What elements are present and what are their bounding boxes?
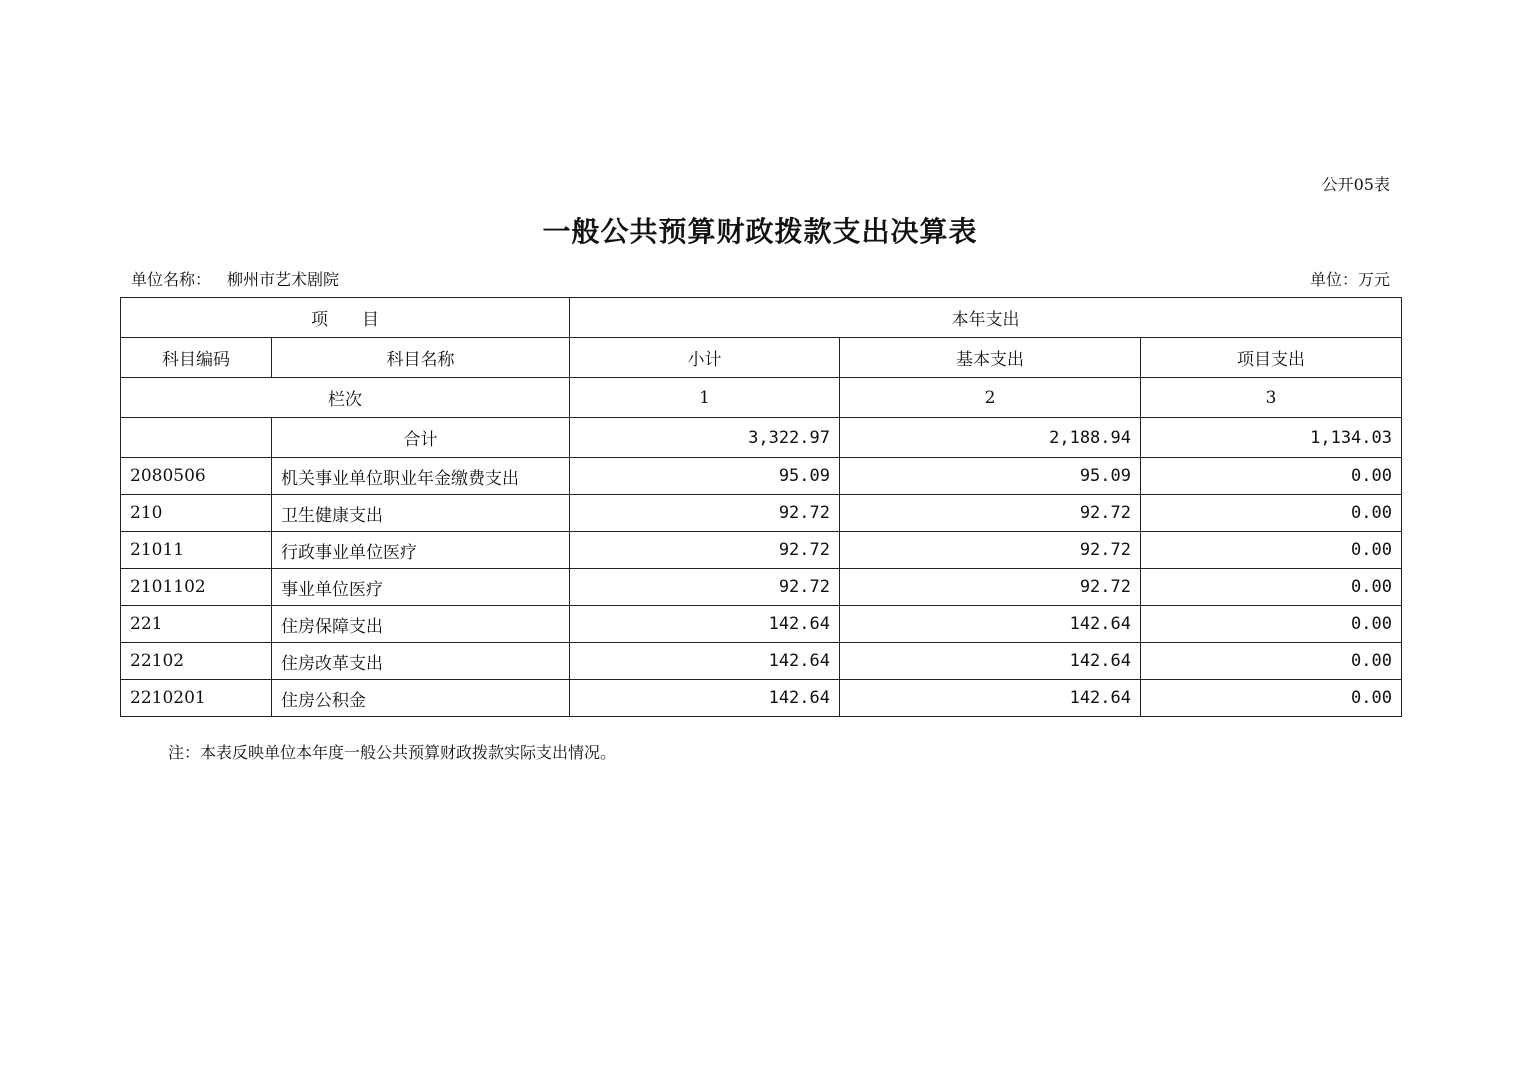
table-row xyxy=(121,495,1402,532)
row-name: 事业单位医疗 xyxy=(272,569,570,606)
table-note: 注：本表反映单位本年度一般公共预算财政拨款实际支出情况。 xyxy=(168,743,617,762)
row-project: 0.00 xyxy=(1141,495,1402,532)
unit-name-value: 柳州市艺术剧院 xyxy=(227,270,340,289)
table-row xyxy=(121,532,1402,569)
total-basic: 2,188.94 xyxy=(840,418,1141,458)
unit-name-block xyxy=(131,267,339,290)
table-row xyxy=(121,569,1402,606)
row-name: 住房改革支出 xyxy=(272,643,570,680)
row-basic: 142.64 xyxy=(840,606,1141,643)
row-name: 机关事业单位职业年金缴费支出 xyxy=(272,458,570,495)
row-code: 221 xyxy=(121,606,272,643)
row-code: 210 xyxy=(121,495,272,532)
row-basic: 92.72 xyxy=(840,532,1141,569)
row-subtotal: 142.64 xyxy=(570,606,840,643)
table-row xyxy=(121,458,1402,495)
table-row xyxy=(121,680,1402,717)
total-code xyxy=(121,418,272,458)
total-subtotal: 3,322.97 xyxy=(570,418,840,458)
row-subtotal: 95.09 xyxy=(570,458,840,495)
page-title: 一般公共预算财政拨款支出决算表 xyxy=(542,215,978,248)
row-project: 0.00 xyxy=(1141,569,1402,606)
row-name: 卫生健康支出 xyxy=(272,495,570,532)
row-basic: 95.09 xyxy=(840,458,1141,495)
header-row-1 xyxy=(121,298,1402,338)
row-subtotal: 142.64 xyxy=(570,680,840,717)
row-subtotal: 92.72 xyxy=(570,532,840,569)
row-subtotal: 92.72 xyxy=(570,495,840,532)
meta-row xyxy=(131,267,1390,289)
row-basic: 92.72 xyxy=(840,569,1141,606)
header-project: 项目支出 xyxy=(1141,338,1402,378)
row-name: 行政事业单位医疗 xyxy=(272,532,570,569)
row-basic: 142.64 xyxy=(840,680,1141,717)
unit-name-label: 单位名称： xyxy=(131,270,212,289)
column-number-1: 1 xyxy=(570,378,840,418)
row-project: 0.00 xyxy=(1141,458,1402,495)
header-current-year: 本年支出 xyxy=(570,298,1402,338)
row-basic: 92.72 xyxy=(840,495,1141,532)
header-code: 科目编码 xyxy=(121,338,272,378)
column-number-row xyxy=(121,378,1402,418)
row-subtotal: 92.72 xyxy=(570,569,840,606)
header-name: 科目名称 xyxy=(272,338,570,378)
row-code: 22102 xyxy=(121,643,272,680)
header-subtotal: 小计 xyxy=(570,338,840,378)
currency-unit: 单位：万元 xyxy=(1309,270,1390,289)
row-code: 2210201 xyxy=(121,680,272,717)
row-name: 住房保障支出 xyxy=(272,606,570,643)
row-code: 21011 xyxy=(121,532,272,569)
table-row xyxy=(121,643,1402,680)
row-name: 住房公积金 xyxy=(272,680,570,717)
row-project: 0.00 xyxy=(1141,606,1402,643)
row-project: 0.00 xyxy=(1141,680,1402,717)
form-code: 公开05表 xyxy=(1321,175,1390,194)
total-row xyxy=(121,418,1402,458)
row-code: 2080506 xyxy=(121,458,272,495)
row-basic: 142.64 xyxy=(840,643,1141,680)
column-number-2: 2 xyxy=(840,378,1141,418)
expenditure-table xyxy=(120,297,1402,717)
table-row xyxy=(121,606,1402,643)
header-item: 项 目 xyxy=(121,298,570,338)
row-project: 0.00 xyxy=(1141,532,1402,569)
column-number-3: 3 xyxy=(1141,378,1402,418)
total-label: 合计 xyxy=(272,418,570,458)
row-code: 2101102 xyxy=(121,569,272,606)
header-basic: 基本支出 xyxy=(840,338,1141,378)
row-project: 0.00 xyxy=(1141,643,1402,680)
total-project: 1,134.03 xyxy=(1141,418,1402,458)
row-subtotal: 142.64 xyxy=(570,643,840,680)
column-number-label: 栏次 xyxy=(121,378,570,418)
header-row-2 xyxy=(121,338,1402,378)
